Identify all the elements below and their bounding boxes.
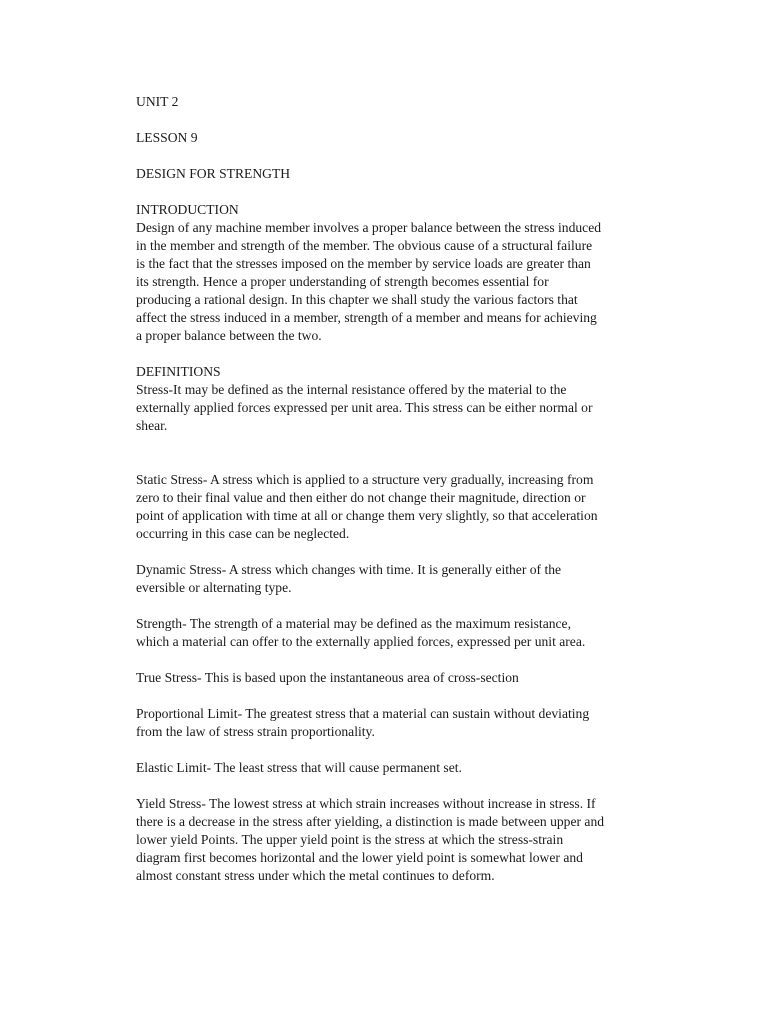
spacer <box>136 147 636 165</box>
spacer <box>136 777 636 795</box>
spacer <box>136 741 636 759</box>
unit-label: UNIT 2 <box>136 94 179 109</box>
spacer <box>136 435 636 471</box>
definition-true-stress: True Stress- This is based upon the instantaneous area of cross-section <box>136 670 519 685</box>
spacer <box>136 543 636 561</box>
definition-strength: Strength- The strength of a material may be defined as the maximum resistance, which a material can offer to the externally applied forces, expressed per unit area. <box>136 616 586 649</box>
definitions-heading: DEFINITIONS <box>136 364 221 379</box>
spacer <box>136 345 636 363</box>
definition-yield-stress: Yield Stress- The lowest stress at which strain increases without increase in stress. If there is a decrease in the stress after yielding, a distinction is made between upper and lower yield Points. The upper yield point is the stress at which the stress-strain diagram first becomes horizontal and the lower yield point is somewhat lower and almost constant stress under which the metal continues to deform. <box>136 796 605 883</box>
document-title: DESIGN FOR STRENGTH <box>136 166 291 181</box>
definition-static-stress: Static Stress- A stress which is applied to a structure very gradually, increasing from zero to their final value and then either do not change their magnitude, direction or point of application with time at all or change them very slightly, so that acceleration occurring in this case can be neglected. <box>136 472 598 541</box>
definition-dynamic-stress: Dynamic Stress- A stress which changes with time. It is generally either of the eversible or alternating type. <box>136 562 562 595</box>
definition-proportional-limit: Proportional Limit- The greatest stress that a material can sustain without deviating from the law of stress strain proportionality. <box>136 706 590 739</box>
definition-elastic-limit: Elastic Limit- The least stress that will cause permanent set. <box>136 760 462 775</box>
spacer <box>136 111 636 129</box>
spacer <box>136 651 636 669</box>
spacer <box>136 687 636 705</box>
introduction-paragraph: Design of any machine member involves a proper balance between the stress induced in the member and strength of the member. The obvious cause of a structural failure is the fact that the stresses imposed on the member by service loads are greater than its strength. Hence a proper understanding of strength becomes essential for producing a rational design. In this chapter we shall study the various factors that affect the stress induced in a member, strength of a member and means for achieving a proper balance between the two. <box>136 220 602 343</box>
document-body <box>136 93 636 885</box>
introduction-heading: INTRODUCTION <box>136 202 239 217</box>
spacer <box>136 597 636 615</box>
spacer <box>136 183 636 201</box>
lesson-label: LESSON 9 <box>136 130 198 145</box>
definition-stress: Stress-It may be defined as the internal resistance offered by the material to the externally applied forces expressed per unit area. This stress can be either normal or shear. <box>136 382 593 433</box>
